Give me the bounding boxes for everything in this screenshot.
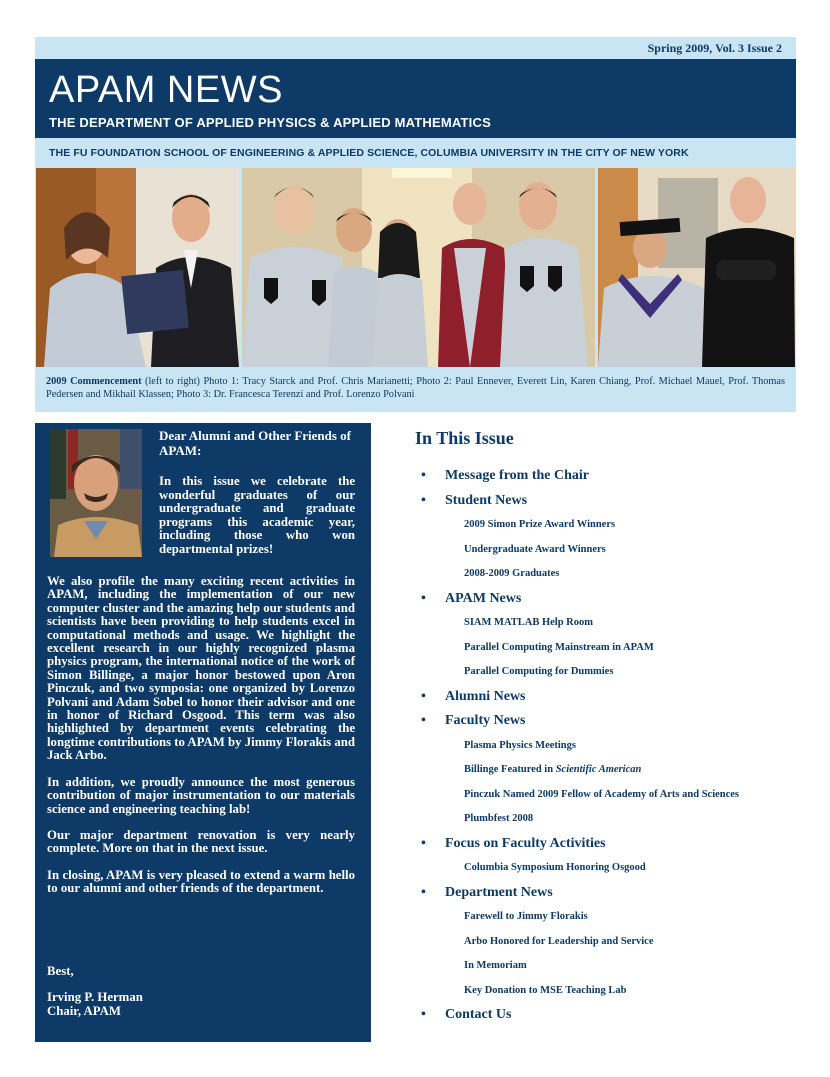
photo-caption-box [35,368,796,412]
toc-section-label: Faculty News [445,713,526,728]
caption-lead: 2009 Commencement [46,376,142,387]
toc-section-label: Student News [445,492,528,508]
school-line: THE FU FOUNDATION SCHOOL OF ENGINEERING & APPLIED SCIENCE, COLUMBIA UNIVERSITY IN THE CITY OF NEW YORK [49,147,689,159]
toc-section-item[interactable] [421,713,526,729]
toc-section-label: Contact Us [445,1007,512,1022]
letter-body [47,575,355,909]
toc-section-item[interactable] [421,836,606,852]
bullet-icon: • [421,688,426,704]
toc-subitem[interactable]: Undergraduate Award Winners [464,543,606,555]
bullet-icon: • [421,835,426,851]
letter-signoff: Best, [47,964,74,978]
letter-paragraph: Our major department renovation is very nearly complete. More on that in the next issue. [47,827,355,856]
toc-section-label: Department News [445,884,553,900]
toc-subitem[interactable]: Arbo Honored for Leadership and Service [464,935,654,947]
toc-section-item[interactable] [421,885,553,901]
newsletter-title: APAM NEWS [49,69,283,111]
toc-subitem[interactable]: Parallel Computing Mainstream in APAM [464,641,654,653]
toc-section-item[interactable] [421,1007,512,1023]
caption-text: (left to right) Photo 1: Tracy Starck and Prof. Chris Marianetti; Photo 2: Paul Ennever, Everett Lin, Karen Chiang, Prof. Michael Mauel, Prof. Thomas Pedersen and Mikhail Klassen; Photo 3: Dr. Francesca Terenzi and Prof. Lorenzo Polvani [46,376,785,400]
masthead [35,59,796,138]
photo-caption [46,375,785,401]
toc-subitem[interactable]: 2009 Simon Prize Award Winners [464,519,616,530]
toc-section-item[interactable] [421,493,527,509]
toc-section-item[interactable] [421,591,521,607]
toc-subitem[interactable]: Farewell to Jimmy Florakis [464,911,588,922]
chair-letter [35,423,371,1042]
commencement-photo-1 [36,168,239,367]
issue-bar [35,37,796,59]
commencement-photo-strip [35,167,796,368]
school-bar [35,138,796,167]
letter-paragraph: We also profile the many exciting recent activities in APAM, including the implementation of our new computer cluster and the amazing help our students and scientists have been providing to help students excel in computational methods and usage. We highlight the excellent research in our highly recognized plasma physics program, the international notice of the work of Simon Billinge, a major honor bestowed upon Aron Pinczuk, and two symposia: one organized by Lorenzo Polvani and Adam Sobel to honor their advisor and one in honor of Richard Osgood. This term was also highlighted by department events celebrating the longtime contributions to APAM by Jimmy Florakis and Jack Arbo. [47,574,355,763]
chair-portrait [50,429,142,557]
letter-signer: Irving P. Herman [47,990,143,1005]
letter-paragraph: In closing, APAM is very pleased to extend a warm hello to our alumni and other friends of the department. [47,867,355,896]
toc-subitem[interactable]: Plumbfest 2008 [464,813,534,824]
letter-salutation: Dear Alumni and Other Friends of APAM: [159,428,352,458]
bullet-icon: • [421,1007,426,1022]
toc-subitem[interactable]: Plasma Physics Meetings [464,739,576,751]
toc-subitem[interactable]: 2008-2009 Graduates [464,568,560,579]
bullet-icon: • [421,590,426,606]
issue-line: Spring 2009, Vol. 3 Issue 2 [647,41,782,55]
department-subtitle: THE DEPARTMENT OF APPLIED PHYSICS & APPLIED MATHEMATICS [49,115,491,130]
toc-subitem[interactable]: SIAM MATLAB Help Room [464,617,594,628]
toc-subitem[interactable]: Columbia Symposium Honoring Osgood [464,862,646,873]
toc-subitem[interactable]: Pinczuk Named 2009 Fellow of Academy of Arts and Sciences [464,788,740,800]
letter-paragraph: In addition, we proudly announce the most generous contribution of major instrumentation to our materials science and engineering teaching lab! [47,774,355,816]
bullet-icon: • [421,492,426,508]
commencement-photo-3 [598,168,795,367]
toc-section-item[interactable] [421,468,589,484]
toc-subitem[interactable]: Key Donation to MSE Teaching Lab [464,984,627,996]
bullet-icon: • [421,468,426,483]
bullet-icon: • [421,884,426,900]
toc-section-item[interactable] [421,689,526,705]
toc-title: In This Issue [415,428,514,448]
toc-section-label: Focus on Faculty Activities [445,835,606,851]
bullet-icon: • [421,713,426,728]
letter-signer-title: Chair, APAM [47,1003,121,1018]
letter-closing [47,965,143,1018]
toc-subitem[interactable]: Billinge Featured in Scientific American [464,764,642,775]
toc-section-label: Message from the Chair [445,468,589,483]
commencement-photo-2 [242,168,595,367]
toc-section-label: APAM News [445,590,522,606]
toc-subitem[interactable]: In Memoriam [464,960,527,971]
toc-section-label: Alumni News [445,688,526,704]
toc-subitem[interactable]: Parallel Computing for Dummies [464,666,614,677]
letter-intro: In this issue we celebrate the wonderful graduates of our undergraduate and graduate programs this academic year, including those who won departmental prizes! [159,474,355,556]
